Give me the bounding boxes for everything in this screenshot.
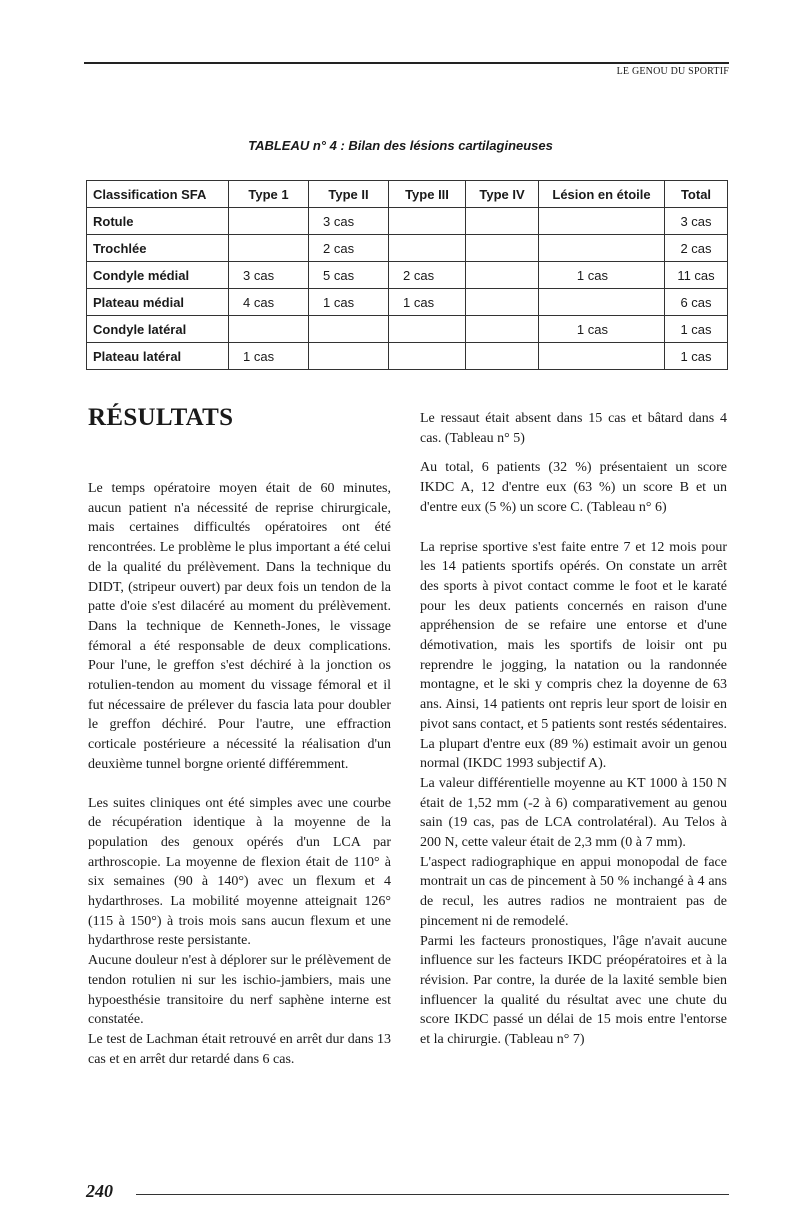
table-header-cell: Type 1 — [229, 181, 309, 208]
table-header-cell: Classification SFA — [87, 181, 229, 208]
table-cell: 1 cas — [229, 343, 309, 370]
table-cell — [466, 289, 539, 316]
table-cell — [466, 235, 539, 262]
table-cell — [389, 316, 466, 343]
table-cell: 2 cas — [389, 262, 466, 289]
table-cell: 3 cas — [309, 208, 389, 235]
table-row — [87, 235, 728, 262]
header-rule — [84, 62, 729, 64]
table-header-cell: Total — [665, 181, 728, 208]
page-number: 240 — [86, 1181, 113, 1201]
table-cell — [389, 208, 466, 235]
table-cell — [466, 316, 539, 343]
section-title: RÉSULTATS — [88, 404, 234, 431]
table-header-cell: Lésion en étoile — [539, 181, 665, 208]
body-paragraph: Aucune douleur n'est à déplorer sur le prélèvement de tendon rotulien ni sur les ischio-jambiers, mais une hypoesthésie transitoire du nerf saphène interne est constatée. — [88, 953, 391, 1028]
table-cell — [229, 208, 309, 235]
table-row — [87, 262, 728, 289]
body-paragraph: Les suites cliniques ont été simples avec une courbe de récupération identique à la moyenne de la population des genoux opérés d'un LCA par arthroscopie. La moyenne de flexion était de 110° à six semaines (90 à 140°) avec un flexum et 4 hydarthroses. La mobilité moyenne atteignait 126° (115 à 150°) à trois mois sans aucun flexum et une hydarthrose reste persistante. — [88, 795, 391, 949]
table-row — [87, 208, 728, 235]
table-cell — [309, 343, 389, 370]
table-cell: 1 cas — [539, 316, 665, 343]
body-paragraph: L'aspect radiographique en appui monopodal de face montrait un cas de pincement à 50 % inchangé à 4 ans de recul, les autres radios ne montraient pas de pincement ni de remodelé. — [420, 854, 727, 929]
right-column — [420, 409, 727, 1050]
table-caption: TABLEAU n° 4 : Bilan des lésions cartilagineuses — [248, 138, 553, 153]
table-cell: 3 cas — [665, 208, 728, 235]
body-paragraph: Le temps opératoire moyen était de 60 minutes, aucun patient n'a nécessité de reprise chirurgicale, mais certaines difficultés opératoires ont été rencontrées. Le problème le plus important a été celui de la qualité du prélèvement. Dans la technique du DIDT, (stripeur ouvert) par deux fois un tendon de la patte d'oie s'est dilacéré au moment du prélèvement. Dans la technique de Kenneth-Jones, le vissage fémoral a été responsable de deux complications. Pour l'une, le greffon s'est déchiré à la jonction os rotulien-tendon au moment du vissage fémoral et il fut nécessaire de prélever du fascia lata pour doubler le greffon déchiré. Pour l'autre, une effraction corticale postérieure a nécessité la réalisation d'un deuxième tunnel borgne orienté différemment. — [88, 481, 391, 772]
table-cell: 1 cas — [665, 316, 728, 343]
table-cell — [539, 289, 665, 316]
table-cell — [229, 316, 309, 343]
row-label: Trochlée — [87, 235, 229, 262]
table-cell — [466, 262, 539, 289]
table-cell — [309, 316, 389, 343]
body-paragraph: La valeur différentielle moyenne au KT 1000 à 150 N était de 1,52 mm (-2 à 6) comparativement au genou sain (19 cas, pas de LCA controlatéral). Au Telos à 200 N, cette valeur était de 2,3 mm (0 à 7 mm). — [420, 775, 727, 851]
table-cell: 6 cas — [665, 289, 728, 316]
table-cell — [539, 343, 665, 370]
row-label: Plateau médial — [87, 289, 229, 316]
table-cell: 1 cas — [309, 289, 389, 316]
table-cell — [466, 343, 539, 370]
table-cell: 4 cas — [229, 289, 309, 316]
table-row — [87, 316, 728, 343]
table-header-cell: Type IV — [466, 181, 539, 208]
body-paragraph: La reprise sportive s'est faite entre 7 et 12 mois pour les 14 patients sportifs opérés. On constate un arrêt des sports à pivot contact comme le foot et le karaté pour les deux patients concernés en raison d'une appréhension de se refaire une entorse et d'une démotivation, mais les sportifs de loisir ont pu reprendre le jogging, la natation ou la randonnée montagne, et le ski y compris chez la doyenne de 63 ans. Ainsi, 14 patients ont repris leur sport de loisir en pivot sans contact, et 5 patients sont restés sédentaires. La plupart d'entre eux (89 %) estimait avoir un genou normal (IKDC 1993 subjectif A). — [420, 539, 727, 772]
lesions-table — [86, 180, 728, 370]
table-header-cell: Type III — [389, 181, 466, 208]
table-cell: 5 cas — [309, 262, 389, 289]
table-cell: 2 cas — [309, 235, 389, 262]
left-column — [88, 404, 391, 1069]
table-cell: 1 cas — [665, 343, 728, 370]
table-cell: 2 cas — [665, 235, 728, 262]
table-cell — [539, 208, 665, 235]
table-cell — [389, 343, 466, 370]
row-label: Condyle latéral — [87, 316, 229, 343]
body-paragraph: Le test de Lachman était retrouvé en arrêt dur dans 13 cas et en arrêt dur retardé dans 6 cas. — [88, 1031, 391, 1067]
footer-rule — [136, 1194, 729, 1195]
table-cell — [466, 208, 539, 235]
table-cell — [539, 235, 665, 262]
table-row — [87, 343, 728, 370]
row-label: Condyle médial — [87, 262, 229, 289]
table-header-row — [87, 181, 728, 208]
table-cell — [229, 235, 309, 262]
table-cell: 11 cas — [665, 262, 728, 289]
body-paragraph: Au total, 6 patients (32 %) présentaient un score IKDC A, 12 d'entre eux (63 %) un score B et un d'entre eux (5 %) un score C. (Tableau n° 6) — [420, 460, 727, 515]
table-row — [87, 289, 728, 316]
table-header-cell: Type II — [309, 181, 389, 208]
running-head: LE GENOU DU SPORTIF — [616, 66, 729, 77]
row-label: Rotule — [87, 208, 229, 235]
table-cell: 1 cas — [539, 262, 665, 289]
body-paragraph: Parmi les facteurs pronostiques, l'âge n'avait aucune influence sur les facteurs IKDC préopératoires et à la révision. Par contre, la durée de la laxité semble bien influencer la qualité du résultat avec une chute du score IKDC passé un délai de 15 mois entre l'entorse et la chirurgie. (Tableau n° 7) — [420, 933, 727, 1048]
row-label: Plateau latéral — [87, 343, 229, 370]
table-cell: 1 cas — [389, 289, 466, 316]
table-cell: 3 cas — [229, 262, 309, 289]
body-paragraph: Le ressaut était absent dans 15 cas et bâtard dans 4 cas. (Tableau n° 5) — [420, 411, 727, 446]
table-cell — [389, 235, 466, 262]
